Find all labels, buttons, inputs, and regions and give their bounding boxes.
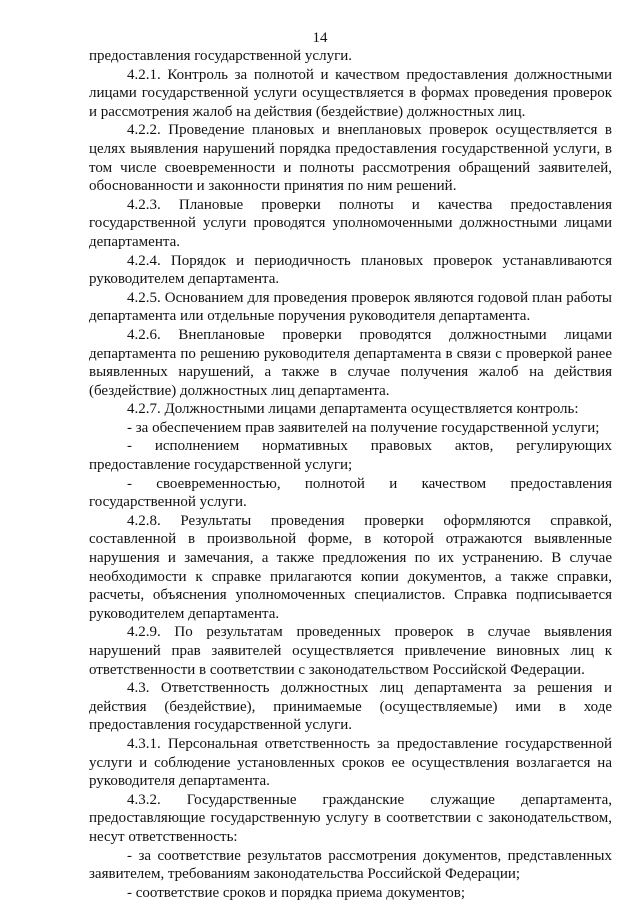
page-number: 14	[312, 30, 328, 46]
paragraph: предоставления государственной услуги.	[89, 48, 353, 64]
list-item: - исполнением нормативных правовых актов, регулирующих предоставление государственной услуги;	[89, 438, 612, 474]
list-item: - соответствие сроков и порядка приема документов;	[127, 884, 466, 901]
paragraph: 4.2.6. Внеплановые проверки проводятся должностными лицами департамента по решению руководителя департамента в связи с проверкой ранее выявленных нарушений, а также в случае получения жалоб на действия (бездействие) должностных лиц департамента.	[89, 326, 612, 399]
paragraph: 4.2.5. Основанием для проведения проверок являются годовой план работы департамента или отдельные поручения руководителя департамента.	[89, 289, 612, 325]
list-item: - своевременностью, полнотой и качеством предоставления государственной услуги.	[89, 475, 612, 511]
paragraph: 4.3.1. Персональная ответственность за предоставление государственной услуги и соблюдение установленных сроков ее осуществления возлагается на руководителя департамента.	[89, 735, 612, 790]
paragraph: 4.2.1. Контроль за полнотой и качеством предоставления должностными лицами государственной услуги осуществляется в формах проведения проверок и рассмотрения жалоб на действия (бездействие) должностных лиц.	[89, 66, 612, 120]
paragraph: 4.2.2. Проведение плановых и внеплановых проверок осуществляется в целях выявления нарушений порядка предоставления государственной услуги, в том числе своевременности и полноты рассмотрения обращений заявителей, обоснованности и законности принятия по ним решений.	[89, 122, 612, 195]
list-item: - за обеспечением прав заявителей на получение государственной услуги;	[127, 419, 600, 436]
document-body	[89, 47, 612, 902]
paragraph: 4.3.2. Государственные гражданские служащие департамента, предоставляющие государственную услугу в соответствии с законодательством, несут ответственность:	[89, 791, 612, 845]
paragraph: 4.2.7. Должностными лицами департамента осуществляется контроль:	[127, 401, 579, 418]
paragraph: 4.2.9. По результатам проведенных проверок в случае выявления нарушений прав заявителей осуществляется привлечение виновных лиц к ответственности в соответствии с законодательством Российской Федерации.	[89, 624, 612, 678]
paragraph: 4.2.4. Порядок и периодичность плановых проверок устанавливаются руководителем департамента.	[89, 252, 612, 288]
paragraph: 4.2.8. Результаты проведения проверки оформляются справкой, составленной в произвольной форме, в которой отражаются выявленные нарушения и замечания, а также предложения по их устранению. В случае необходимости к справке прилагаются копии документов, а также справки, расчеты, объяснения уполномоченных специалистов. Справка подписывается руководителем департамента.	[89, 512, 612, 622]
list-item: - за соответствие результатов рассмотрения документов, представленных заявителем, требованиям законодательства Российской Федерации;	[89, 847, 612, 883]
paragraph: 4.3. Ответственность должностных лиц департамента за решения и действия (бездействие), принимаемые (осуществляемые) ими в ходе предоставления государственной услуги.	[89, 680, 612, 734]
paragraph: 4.2.3. Плановые проверки полноты и качества предоставления государственной услуги проводятся уполномоченными должностными лицами департамента.	[89, 196, 612, 250]
